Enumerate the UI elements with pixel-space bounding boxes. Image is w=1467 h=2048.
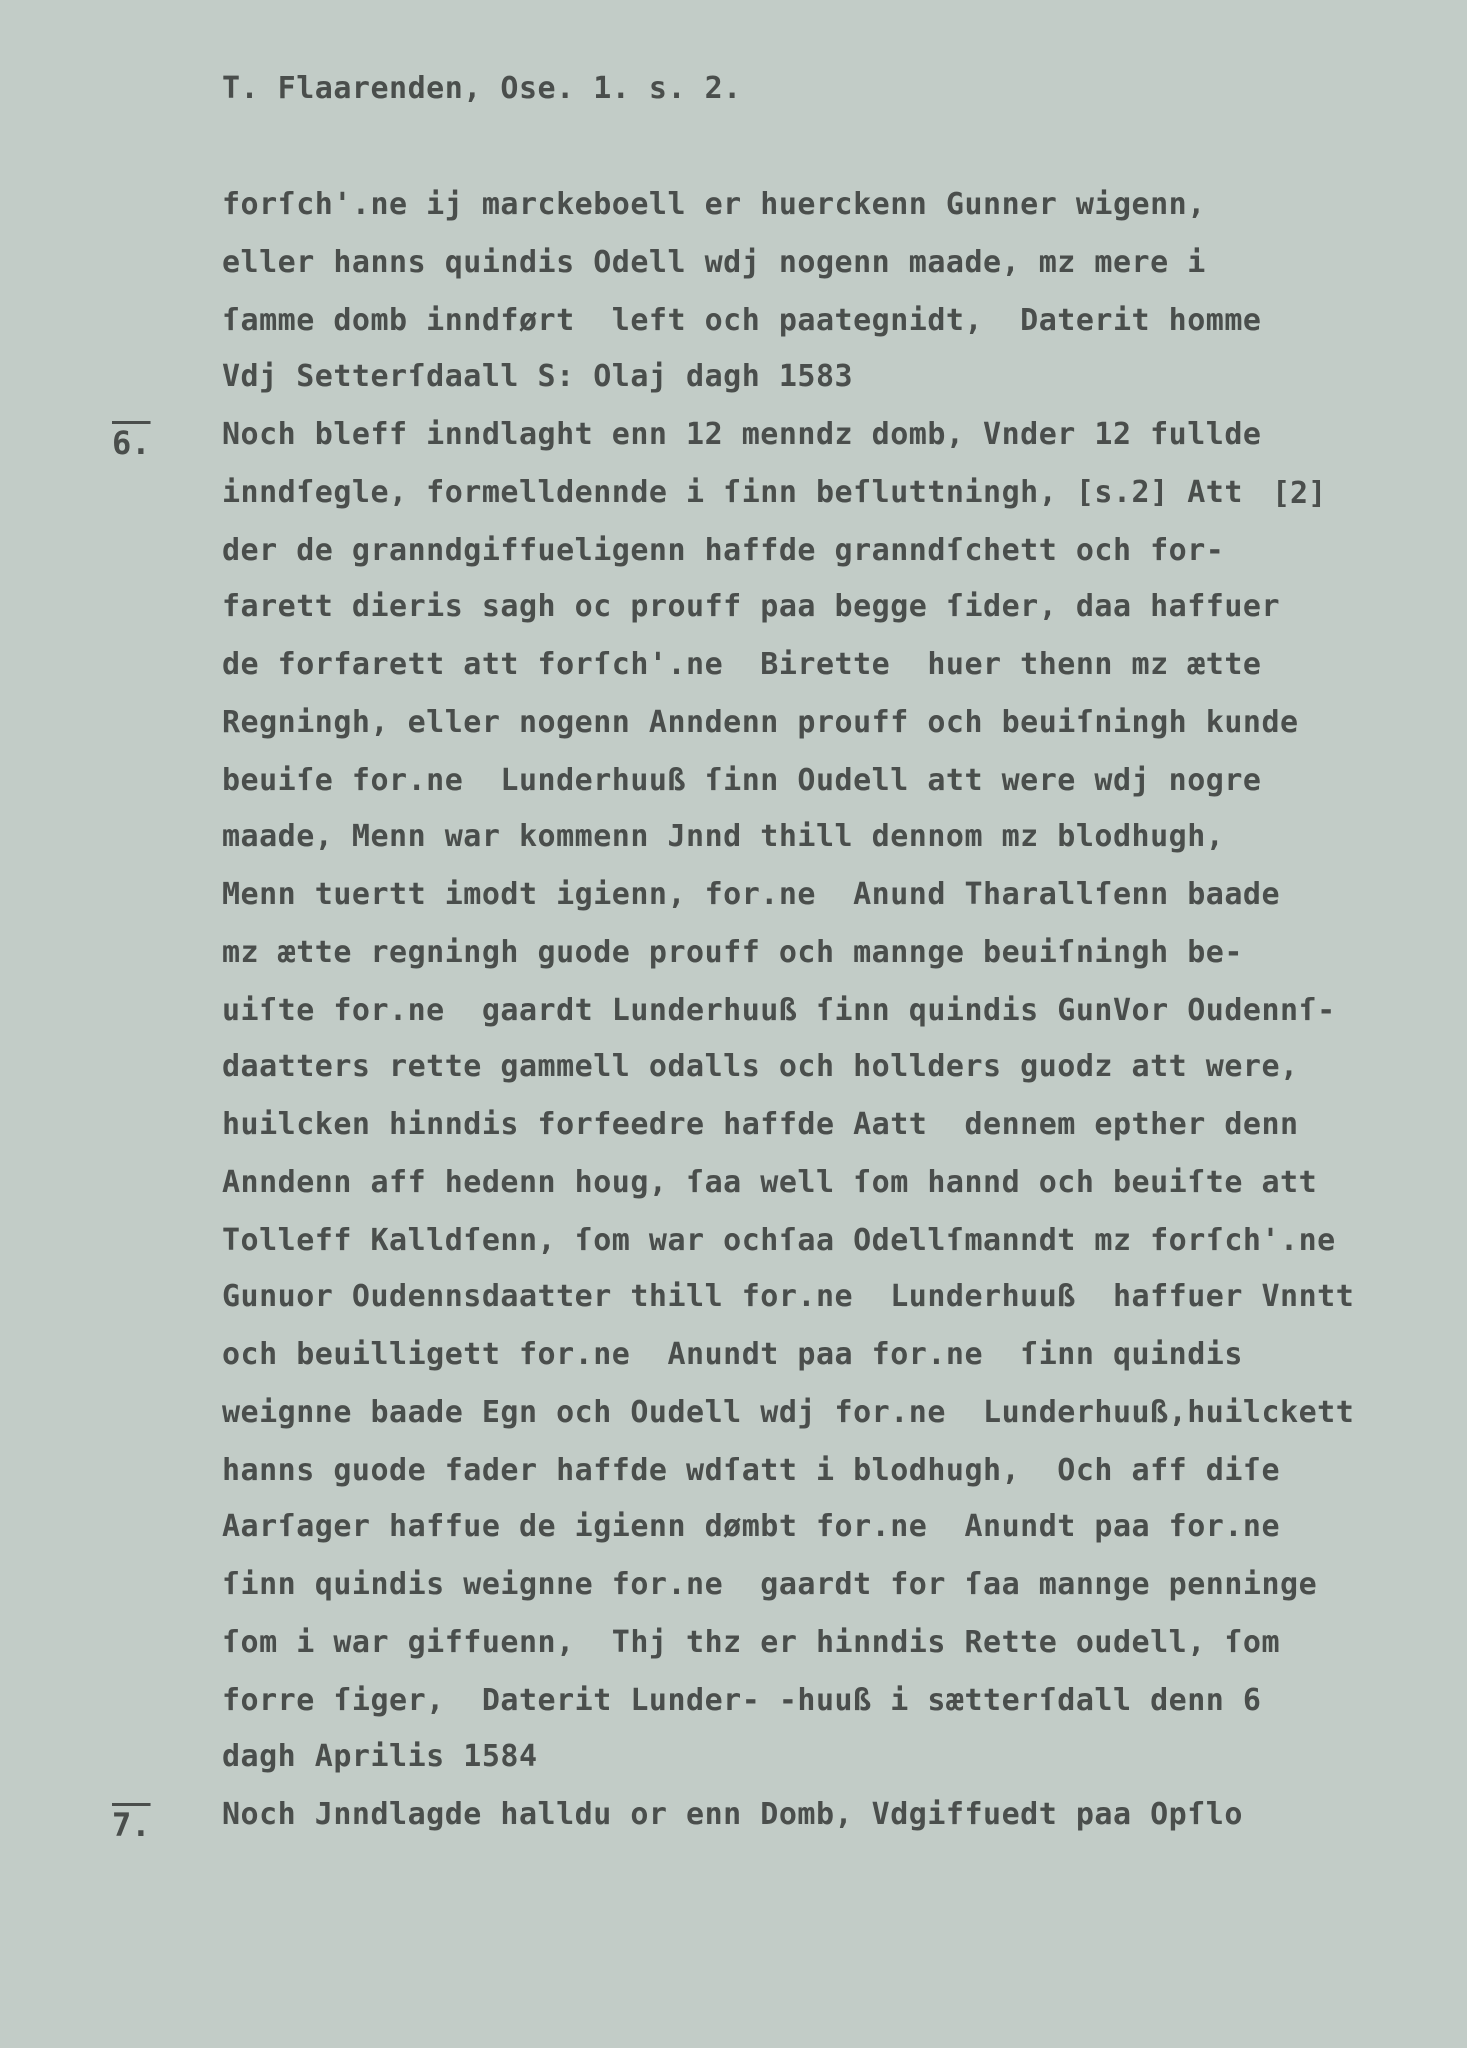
- text-line: Menn tuertt imodt igienn, for.ne Anund Tharallſenn baade: [222, 877, 1281, 912]
- text-line: mz ætte regningh guode prouff och mannge beuiſningh be-: [222, 935, 1243, 970]
- text-line: Noch Jnndlagde halldu or enn Domb, Vdgiffuedt paa Opſlo: [222, 1797, 1243, 1832]
- text-line: forre ſiger, Daterit Lunder- -huuß i sætterſdall denn 6: [222, 1683, 1262, 1718]
- text-line: Vdj Setterſdaall S: Olaj dagh 1583: [222, 359, 854, 394]
- text-line: och beuilligett for.ne Anundt paa for.ne ſinn quindis: [222, 1337, 1243, 1372]
- text-line: Anndenn aff hedenn houg, ſaa well ſom hannd och beuiſte att: [222, 1165, 1318, 1200]
- text-line: dagh Aprilis 1584: [222, 1739, 538, 1774]
- text-line: forſch'.ne ij marckeboell er huerckenn Gunner wigenn,: [222, 187, 1206, 222]
- text-line: der de granndgiffueligenn haffde granndſchett och for-: [222, 533, 1225, 568]
- text-line: inndſegle, formelldennde i ſinn beſluttningh, [s.2] Att: [222, 475, 1243, 510]
- text-line: huilcken hinndis forfeedre haffde Aatt dennem epther denn: [222, 1107, 1299, 1142]
- text-line: ſamme domb inndført left och paategnidt, Daterit homme: [222, 303, 1262, 338]
- entry-marker-6: 6.: [112, 424, 151, 462]
- text-line: de forfarett att forſch'.ne Birette huer thenn mz ætte: [222, 647, 1262, 682]
- text-line: daatters rette gammell odalls och hollders guodz att were,: [222, 1049, 1299, 1084]
- text-line: weignne baade Egn och Oudell wdj for.ne Lunderhuuß,huilckett: [222, 1395, 1355, 1430]
- text-line: Regningh, eller nogenn Anndenn prouff och beuiſningh kunde: [222, 705, 1299, 740]
- text-line: uiſte for.ne gaardt Lunderhuuß ſinn quindis GunVor Oudennſ-: [222, 993, 1336, 1028]
- entry-marker-7: 7.: [112, 1806, 151, 1844]
- page-reference-note: [2]: [1272, 476, 1327, 511]
- text-line: Gunuor Oudennsdaatter thill for.ne Lunderhuuß haffuer Vnntt: [222, 1279, 1355, 1314]
- text-line: hanns guode fader haffde wdſatt i blodhugh, Och aff diſe: [222, 1453, 1281, 1488]
- text-line: Noch bleff inndlaght enn 12 menndz domb, Vnder 12 fullde: [222, 417, 1262, 452]
- text-line: ſinn quindis weignne for.ne gaardt for ſaa mannge penninge: [222, 1567, 1318, 1602]
- text-line: Aarſager haffue de igienn dømbt for.ne Anundt paa for.ne: [222, 1509, 1281, 1544]
- text-line: farett dieris sagh oc prouff paa begge ſider, daa haffuer: [222, 589, 1281, 624]
- text-line: Tolleff Kalldſenn, ſom war ochſaa Odellſmanndt mz forſch'.ne: [222, 1223, 1336, 1258]
- text-line: beuiſe for.ne Lunderhuuß ſinn Oudell att were wdj nogre: [222, 763, 1262, 798]
- text-line: maade, Menn war kommenn Jnnd thill dennom mz blodhugh,: [222, 819, 1225, 854]
- page-header: T. Flaarenden, Ose. 1. s. 2.: [222, 71, 742, 106]
- text-line: eller hanns quindis Odell wdj nogenn maade, mz mere i: [222, 245, 1206, 280]
- text-line: ſom i war giffuenn, Thj thz er hinndis Rette oudell, ſom: [222, 1625, 1281, 1660]
